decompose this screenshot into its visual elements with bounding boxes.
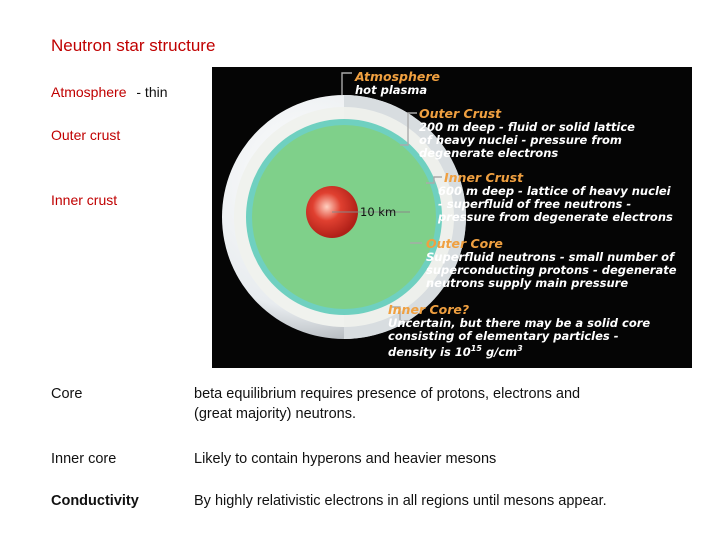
svg-text:superconducting protons - dege: superconducting protons - degenerate: [426, 263, 677, 277]
atmosphere-desc: hot plasma: [355, 83, 428, 97]
conductivity-term: Conductivity: [51, 493, 139, 509]
svg-text:600 m deep - lattice of heavy: 600 m deep - lattice of heavy nuclei: [438, 184, 671, 198]
svg-text:200 m deep - fluid or solid la: 200 m deep - fluid or solid lattice: [419, 120, 635, 134]
neutron-star-diagram-svg: [212, 67, 692, 368]
neutron-star-diagram: [212, 67, 692, 368]
atmosphere-label-row: [51, 84, 168, 100]
scale-label: 10 km: [360, 205, 397, 219]
core-desc: beta equilibrium requires presence of protons, electrons and (great majority) neutrons.: [194, 386, 581, 422]
atmosphere-note: - thin: [136, 84, 168, 100]
svg-text:consisting of elementary parti: consisting of elementary particles -: [388, 329, 619, 343]
core-term: Core: [51, 386, 83, 402]
atmosphere-heading: Atmosphere: [355, 69, 440, 84]
svg-text:Superfluid neutrons - small nu: Superfluid neutrons - small number of: [426, 250, 675, 264]
outer-crust-heading: Outer Crust: [419, 106, 502, 121]
outer-crust-label: Outer crust: [51, 127, 121, 143]
inner-core-desc: Likely to contain hyperons and heavier mesons: [194, 451, 497, 467]
conductivity-desc: By highly relativistic electrons in all regions until mesons appear.: [194, 493, 607, 509]
svg-text:- superfluid of free neutrons: - superfluid of free neutrons -: [438, 197, 632, 211]
svg-text:neutrons supply main pressure: neutrons supply main pressure: [426, 276, 629, 290]
inner-crust-heading: Inner Crust: [444, 170, 524, 185]
atmosphere-label: Atmosphere: [51, 84, 127, 100]
svg-text:degenerate electrons: degenerate electrons: [419, 146, 559, 160]
svg-text:of heavy nuclei - pressure fro: of heavy nuclei - pressure from: [419, 133, 622, 147]
svg-text:pressure from degenerate elect: pressure from degenerate electrons: [438, 210, 673, 224]
inner-core-heading: Inner Core?: [388, 302, 470, 317]
page-title: Neutron star structure: [51, 36, 216, 55]
density-line: density is $10^{15}$ $g/cm^3$: [388, 344, 523, 359]
svg-text:Uncertain, but there may be a: Uncertain, but there may be a solid core: [388, 316, 651, 330]
inner-core-term: Inner core: [51, 451, 117, 467]
outer-core-heading: Outer Core: [426, 236, 503, 251]
inner-crust-label: Inner crust: [51, 192, 118, 208]
